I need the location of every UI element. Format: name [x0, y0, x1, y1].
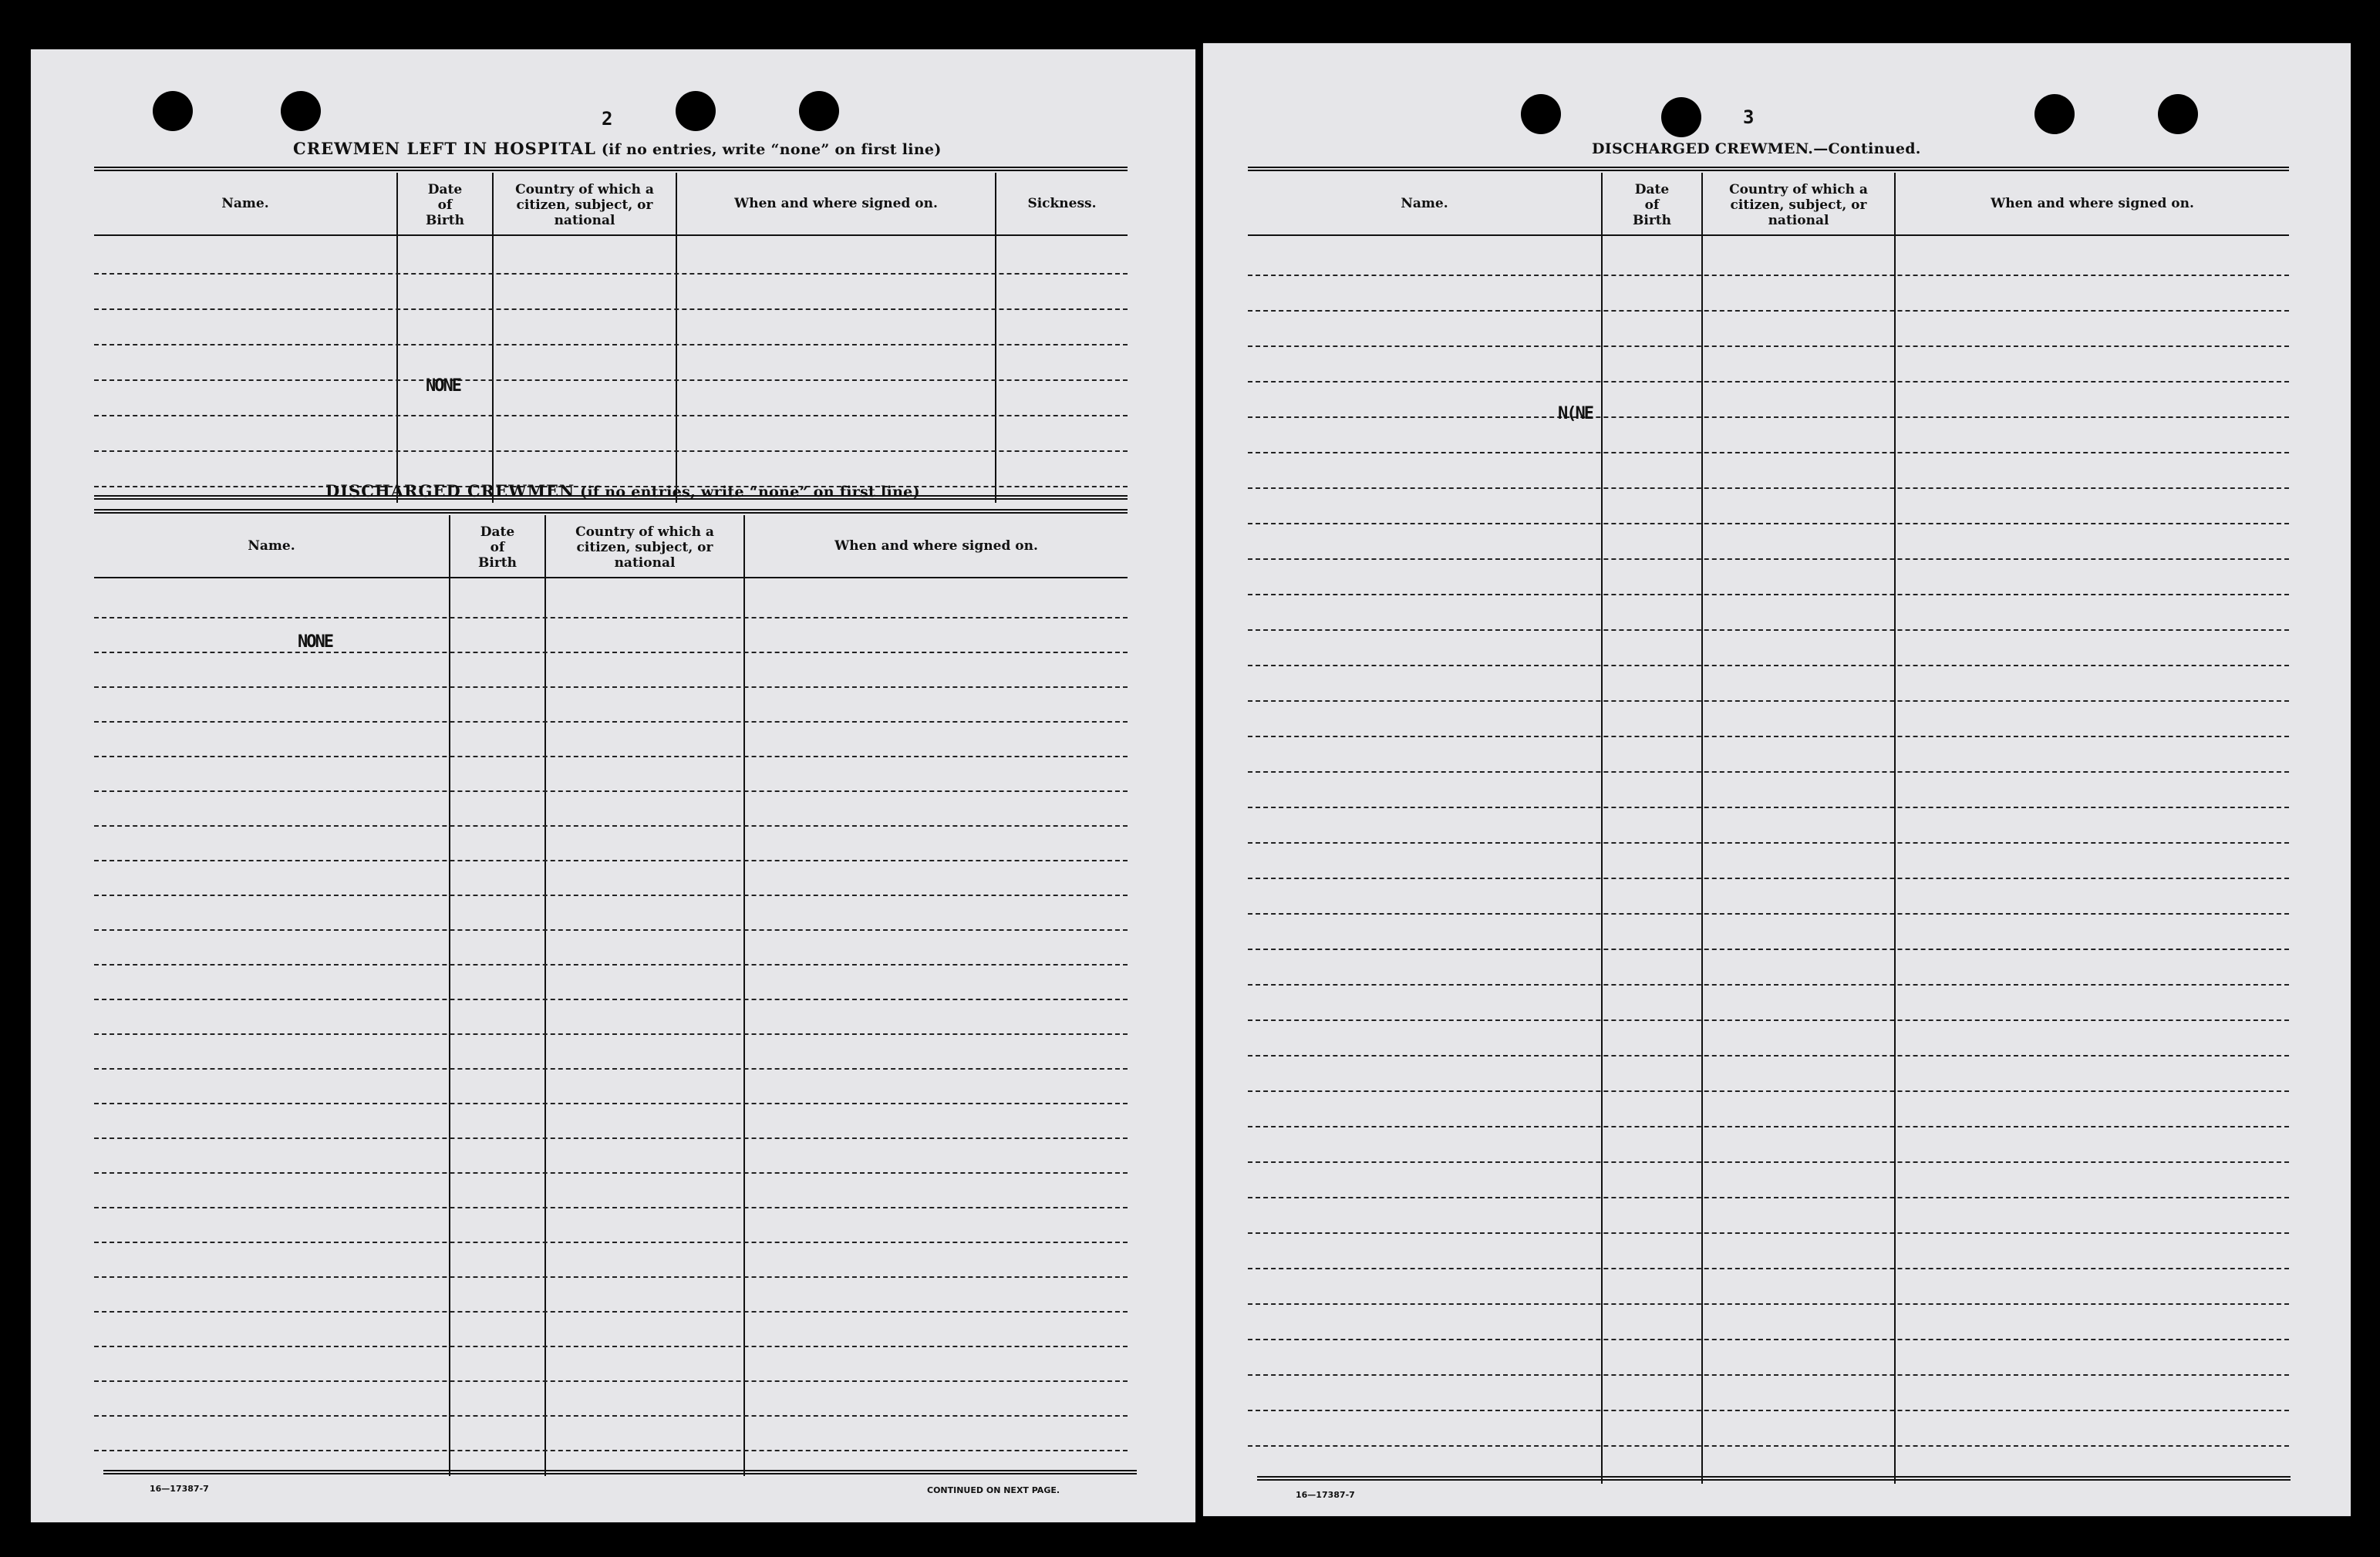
discharged-title-text: DISCHARGED CREWMEN: [325, 481, 575, 500]
entry-line: [1248, 842, 2289, 844]
entry-line: [94, 825, 1128, 827]
entry-line: [94, 860, 1128, 861]
punch-hole: [676, 91, 716, 131]
entry-line: [94, 273, 1128, 275]
entry-line: [94, 652, 1128, 653]
entry-line: [94, 1137, 1128, 1139]
column-divider: [1601, 173, 1603, 1484]
column-divider: [743, 515, 745, 1476]
discharged-continued-title: [1592, 140, 1921, 157]
column-divider: [1701, 173, 1703, 1484]
entry-line: [94, 964, 1128, 966]
col-header-country: Country of which a citizen, subject, or national: [575, 524, 714, 571]
continued-note: CONTINUED ON NEXT PAGE.: [927, 1485, 1060, 1495]
entry-line: [94, 1103, 1128, 1104]
entry-line: [94, 379, 1128, 381]
right-page: [1203, 43, 2351, 1516]
entry-line: [1248, 1232, 2289, 1234]
entry-line: [1248, 523, 2289, 524]
col-header-name: Name.: [221, 196, 269, 211]
entry-line: [1248, 629, 2289, 631]
entry-line: [1248, 736, 2289, 737]
page-number: 2: [602, 108, 613, 130]
entry-line: [1248, 1090, 2289, 1092]
hospital-entry-stamp: NONE: [426, 376, 460, 396]
col-header-date-of-birth: Date of Birth: [426, 182, 464, 228]
discharged-continued-entry-stamp: N(NE: [1558, 404, 1593, 423]
entry-line: [94, 1172, 1128, 1174]
punch-hole: [281, 91, 321, 131]
entry-line: [94, 999, 1128, 1000]
double-rule: [94, 509, 1128, 514]
entry-line: [94, 450, 1128, 452]
punch-hole: [2158, 94, 2198, 134]
entry-line: [94, 1207, 1128, 1208]
left-page: [31, 49, 1195, 1522]
entry-line: [1248, 1410, 2289, 1411]
entry-line: [94, 895, 1128, 896]
entry-line: [94, 1242, 1128, 1243]
col-header-date-of-birth: Date of Birth: [1633, 182, 1671, 228]
entry-line: [1248, 345, 2289, 347]
col-header-country: Country of which a citizen, subject, or national: [515, 182, 654, 228]
entry-line: [1248, 878, 2289, 879]
entry-line: [1248, 1339, 2289, 1340]
entry-line: [1248, 1126, 2289, 1127]
col-header-date-of-birth: Date of Birth: [478, 524, 517, 571]
entry-line: [94, 1415, 1128, 1417]
entry-line: [1248, 807, 2289, 808]
entry-line: [94, 790, 1128, 792]
col-header-when-where: When and where signed on.: [1991, 196, 2194, 211]
entry-line: [94, 1450, 1128, 1451]
col-header-country: Country of which a citizen, subject, or national: [1729, 182, 1868, 228]
header-rule: [94, 577, 1128, 578]
entry-line: [1248, 310, 2289, 312]
col-header-name: Name.: [248, 538, 295, 554]
entry-line: [1248, 700, 2289, 702]
col-header-name: Name.: [1401, 196, 1448, 211]
entry-line: [1248, 771, 2289, 773]
entry-line: [1248, 665, 2289, 666]
entry-line: [94, 929, 1128, 931]
entry-line: [1248, 1019, 2289, 1021]
form-number: 16—17387-7: [1296, 1490, 1355, 1500]
page-number: 3: [1743, 106, 1755, 128]
entry-line: [1248, 1445, 2289, 1447]
double-rule: [103, 1470, 1137, 1474]
discharged-entry-stamp: NONE: [298, 632, 332, 652]
entry-line: [1248, 1055, 2289, 1057]
punch-hole: [153, 91, 193, 131]
entry-line: [1248, 558, 2289, 560]
hospital-section-title: [293, 139, 942, 158]
header-rule: [94, 234, 1128, 236]
entry-line: [94, 756, 1128, 757]
col-header-when-where: When and where signed on.: [834, 538, 1038, 554]
double-rule: [1257, 1476, 2291, 1481]
entry-line: [1248, 1374, 2289, 1376]
col-header-sickness: Sickness.: [1027, 196, 1097, 211]
entry-line: [1248, 381, 2289, 383]
punch-hole: [1521, 94, 1561, 134]
entry-line: [1248, 913, 2289, 915]
discharged-continued-title-text: DISCHARGED CREWMEN.—Continued.: [1592, 140, 1921, 157]
entry-line: [1248, 594, 2289, 595]
entry-line: [1248, 1268, 2289, 1269]
col-header-when-where: When and where signed on.: [734, 196, 938, 211]
form-number: 16—17387-7: [150, 1484, 209, 1494]
entry-line: [94, 617, 1128, 618]
entry-line: [1248, 1161, 2289, 1163]
entry-line: [1248, 487, 2289, 489]
entry-line: [94, 721, 1128, 723]
discharged-instruction: (if no entries, write “none” on first line): [580, 484, 920, 500]
entry-line: [1248, 416, 2289, 418]
entry-line: [1248, 452, 2289, 453]
entry-line: [1248, 949, 2289, 950]
entry-line: [1248, 1303, 2289, 1305]
hospital-instruction: (if no entries, write “none” on first line): [601, 141, 942, 158]
entry-line: [94, 1346, 1128, 1347]
entry-line: [94, 344, 1128, 345]
entry-line: [94, 1033, 1128, 1035]
entry-line: [94, 1380, 1128, 1382]
double-rule: [1248, 167, 2289, 171]
column-divider: [492, 173, 494, 503]
double-rule: [94, 167, 1128, 171]
entry-line: [94, 1276, 1128, 1278]
entry-line: [1248, 1197, 2289, 1198]
header-rule: [1248, 234, 2289, 236]
entry-line: [94, 1311, 1128, 1313]
punch-hole: [799, 91, 839, 131]
column-divider: [995, 173, 996, 503]
entry-line: [94, 308, 1128, 310]
entry-line: [94, 415, 1128, 416]
hospital-title-text: CREWMEN LEFT IN HOSPITAL: [293, 139, 596, 158]
column-divider: [544, 515, 546, 1476]
column-divider: [396, 173, 398, 503]
column-divider: [1894, 173, 1896, 1484]
entry-line: [94, 1068, 1128, 1070]
discharged-section-title: [325, 481, 920, 500]
entry-line: [1248, 275, 2289, 276]
column-divider: [676, 173, 677, 503]
punch-hole: [2034, 94, 2075, 134]
entry-line: [1248, 984, 2289, 986]
entry-line: [94, 686, 1128, 688]
column-divider: [449, 515, 450, 1476]
punch-hole: [1661, 97, 1701, 137]
